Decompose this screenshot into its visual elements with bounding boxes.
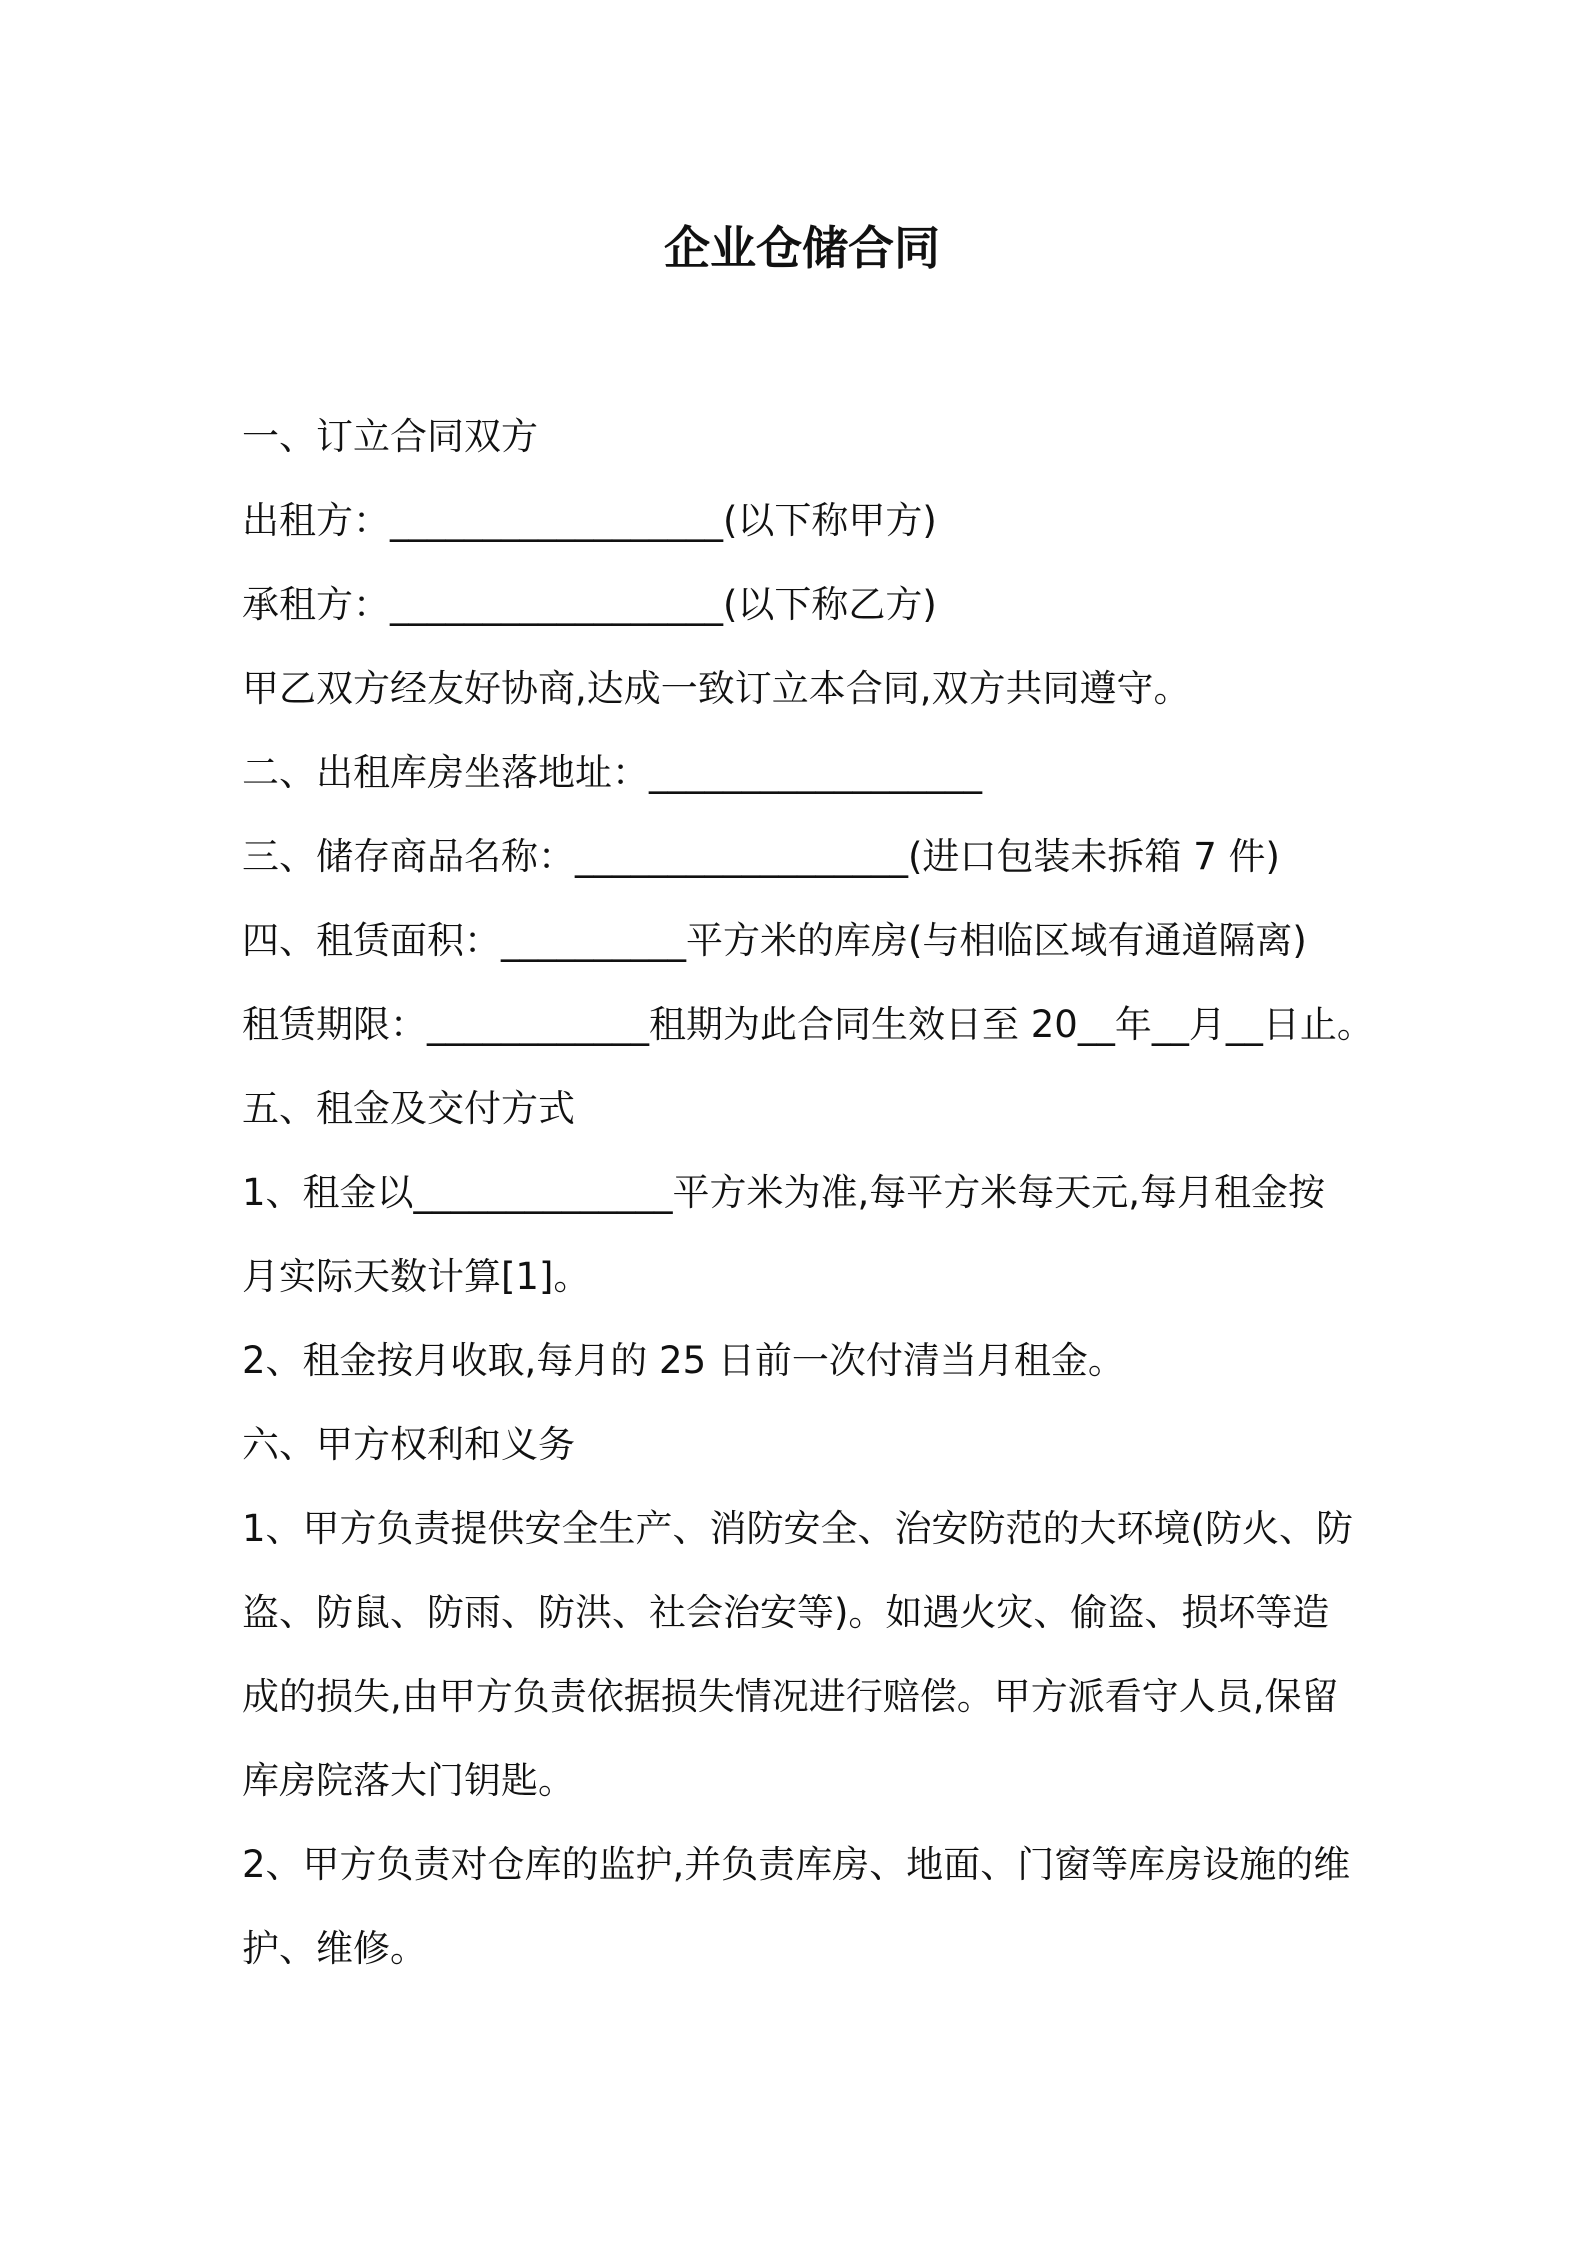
section-heading-rent: 五、租金及交付方式	[242, 1087, 575, 1130]
party-a-clause-1: 1、甲方负责提供安全生产、消防安全、治安防范的大环境(防火、防	[242, 1507, 1353, 1550]
lease-term-line: 租赁期限：____________租期为此合同生效日至 20__年__月__日止。	[242, 1003, 1374, 1046]
section-heading-address: 二、出租库房坐落地址：__________________	[242, 751, 982, 794]
section-heading-party-a-duties: 六、甲方权利和义务	[242, 1423, 575, 1466]
rent-clause-1: 1、租金以______________平方米为准,每平方米每天元,每月租金按	[242, 1171, 1326, 1214]
lessor-line: 出租方：__________________(以下称甲方)	[242, 499, 937, 542]
agreement-statement: 甲乙双方经友好协商,达成一致订立本合同,双方共同遵守。	[242, 667, 1191, 710]
party-a-clause-2: 2、甲方负责对仓库的监护,并负责库房、地面、门窗等库房设施的维	[242, 1843, 1351, 1886]
section-heading-parties: 一、订立合同双方	[242, 415, 538, 458]
document-title: 企业仓储合同	[664, 221, 940, 275]
document-body	[242, 395, 1542, 1991]
section-heading-area: 四、租赁面积：__________平方米的库房(与相临区域有通道隔离)	[242, 919, 1307, 962]
rent-clause-2: 2、租金按月收取,每月的 25 日前一次付清当月租金。	[242, 1339, 1125, 1382]
party-a-clause-2-continued: 护、维修。	[242, 1927, 427, 1970]
rent-clause-1-continued: 月实际天数计算[1]。	[242, 1255, 591, 1298]
party-a-clause-1-continued: 盗、防鼠、防雨、防洪、社会治安等)。如遇火灾、偷盗、损坏等造	[242, 1591, 1330, 1634]
lessee-line: 承租方：__________________(以下称乙方)	[242, 583, 937, 626]
party-a-clause-1-continued: 成的损失,由甲方负责依据损失情况进行赔偿。甲方派看守人员,保留	[242, 1675, 1339, 1718]
party-a-clause-1-continued: 库房院落大门钥匙。	[242, 1759, 575, 1802]
section-heading-goods: 三、储存商品名称：__________________(进口包装未拆箱 7 件)	[242, 835, 1280, 878]
